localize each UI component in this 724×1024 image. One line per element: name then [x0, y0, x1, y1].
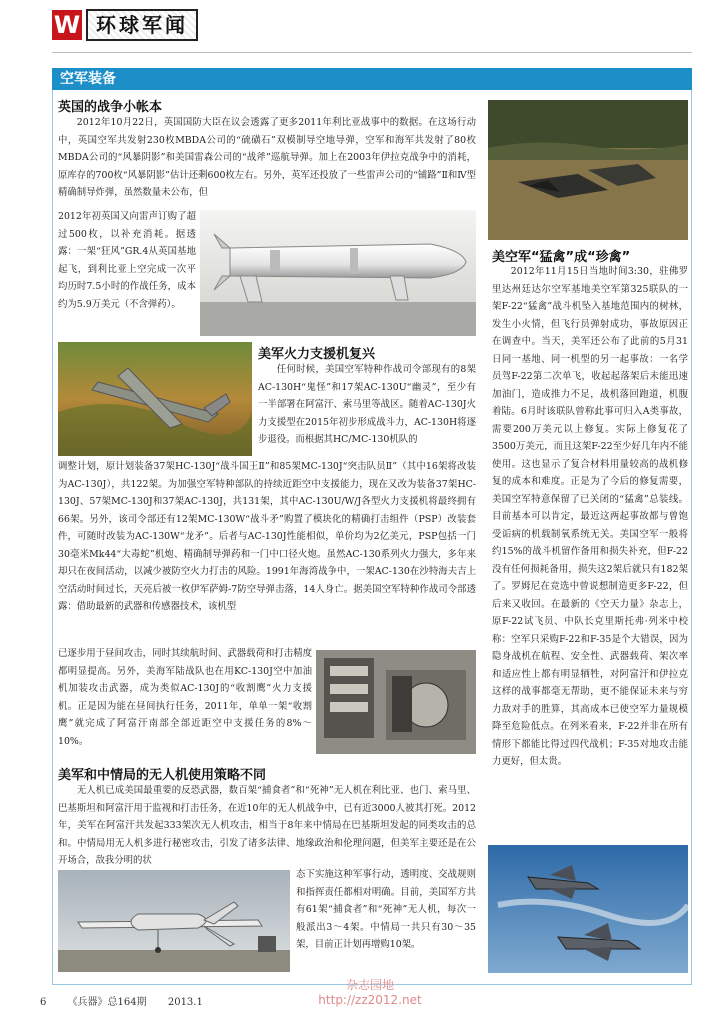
section-title: 空军装备 [52, 68, 692, 90]
article4-body: 2012年11月15日当地时间3:30，驻佛罗里达州廷达尔空军基地美空军第325联队的一架F-22“猛禽”战斗机坠入基地范围内的树林，发生小火情，但飞行员弹射成功，事故原因正在调查中。当天，美军还公布了此前的5月31日同一基地、同一机型的另一起事故：一名学员驾F-22第二次单飞，收起起落架后未能迅速加油门，造成推力不足，战机落回跑道，机腹着陆。6月时该联队曾称此事可归入A类事故，需要200万美元以上修复。实际上修复花了3500万美元，而且这架F-22至少好几年内不能使用。这也显示了复合材料用量较高的战机修复的成本和难度。正是为了今后的修复需要，美国空军特意保留了已关闭的“猛禽”总装线。目前基本可以肯定，最近这两起事故都与曾饱受诟病的机载制氧系统无关。美国空军一般将约15%的战斗机留作备用和损失补充，但F-22没有任何损耗备用，损失这2架后就只有182架了。罗姆尼在竞选中曾说想制造更多F-22，但后来又收回。在最新的《空天力量》杂志上，原F-22试飞员、中队长克里斯托弗·列米中校称：空军只采购F-22和F-35是个大错误，因为隐身战机在航程、安全性、武器载荷、架次率和适应性上都有明显牺牲，对阿富汗和伊拉克这样的战事都毫无帮助，更不能保证未来与穷力敌对手的胜算，其高成本已使空军力量规模降至危险低点。在列米看来，F-22并非在所有情形下都能比得过四代战机；F-35对地攻击能力更好，但太贵。 [492, 266, 688, 767]
column-title: 环球军闻 [86, 9, 198, 41]
header-divider [52, 52, 692, 53]
page-number: 6 [40, 997, 47, 1008]
article2-headline: 美军火力支援机复兴 [258, 347, 376, 362]
missile-photo [200, 210, 476, 336]
article2-body: 任何时候，美国空军特种作战司令部现有的8架AC-130H“鬼怪”和17架AC-130U“幽灵”，至少有一半部署在阿富汗、索马里等战区。随着AC-130J火力支援型在2015年初步形成战斗力，AC-130H将逐步退役。而根据其HC/MC-130机队的 [258, 364, 476, 445]
logo-letter: W [53, 11, 81, 39]
magazine-name: 《兵器》总164期 [67, 997, 147, 1008]
article2-body-end: 已逐步用于昼间攻击，同时其续航时间、武器载荷和打击精度都明显提高。另外，美海军陆战队也在用KC-130J空中加油机加装攻击武器，成为类似AC-130J的“收割鹰”火力支援机。正是因为能在昼间执行任务，2011年，单单一架“收割鹰”就完成了阿富汗南部全部近距空中支援任务的8%～10%。 [58, 648, 312, 747]
f22-flight-photo [488, 845, 688, 973]
article3-headline: 美军和中情局的无人机使用策略不同 [58, 768, 267, 783]
article2-body-continued: 调整计划，原计划装备37架HC-130J“战斗国王Ⅱ”和85架MC-130J“突击队员Ⅱ”（其中16架将改装为AC-130J），共122架。为加强空军特种部队的持续近距空中支援能力，现在又改为装备37架HC-130J、57架MC-130J和37架AC-130J，共131架，其中AC-130U/W/J各型火力支援机将最终拥有66架。另外，该司令部还有12架MC-130W“战斗矛”购置了模块化的精确打击组件（PSP）改装套件，可随时改装为AC-130W“龙矛”。后者与AC-130J性能相似，单价均为2亿美元，PSP包括一门30毫米Mk44“大毒蛇”机炮、精确制导弹药和一门中口径火炮。虽然AC-130系列火力强大，多年来却只在夜间活动，以减少被防空火力打击的风险。1991年海湾战争中，一架AC-130在沙特海夫吉上空活动时间过长，天亮后被一枚伊军萨姆-7防空导弹击落，14人身亡。据美国空军特种作战司令部透露：借助最新的武器和传感器技术，该机型 [58, 461, 476, 612]
article1-headline: 英国的战争小帐本 [58, 100, 163, 115]
watermark-title: 杂志园地 [345, 978, 394, 992]
article1-body-continued: 2012年初英国又向雷声订购了超过500枚，以补充消耗。据透露：一架“狂风”GR.4从英国基地起飞，到利比亚上空完成一次平均历时7.5小时的作战任务，成本约为5.9万美元（不含弹药）。 [58, 211, 196, 310]
watermark-url: http://zz2012.net [318, 993, 422, 1007]
article4-headline: 美空军“猛禽”成“珍禽” [492, 250, 631, 265]
article3-body: 无人机已成美国最重要的反恐武器，数百架“捕食者”和“死神”无人机在利比亚、也门、索马里、巴基斯坦和阿富汗用于监视和打击任务，在近10年的无人机战争中，已有近3000人被其打死。2012年，美军在阿富汗共发起333架次无人机攻击，相当于8年来中情局在巴基斯坦发起的同类攻击的总和。中情局用无人机多进行秘密攻击，引发了诸多法律、地缘政治和伦理问题，但美军主要还是在公开场合，敌我分明的状 [58, 785, 476, 866]
column-logo [52, 10, 198, 40]
gunship-interior-photo [316, 650, 476, 754]
f22-crash-photo [488, 100, 688, 240]
page-footer [40, 993, 221, 1008]
article1-body: 2012年10月22日，英国国防大臣在议会透露了更多2011年利比亚战事中的数据。在这场行动中，英国空军共发射230枚MBDA公司的“硫磺石”双模制导空地导弹，空军和海军共发射了80枚MBDA公司的“风暴阴影”和美国雷森公司的“战斧”巡航导弹。加上在2003年伊拉克战争中的消耗，原库存的700枚“风暴阴影”估计还剩600枚左右。另外，英军还投放了一些雷声公司的“铺路”Ⅱ和Ⅳ型精确制导炸弹，虽然数量未公布，但 [58, 117, 476, 198]
issue-date: 2013.1 [167, 997, 203, 1008]
drone-photo [58, 870, 290, 972]
article3-body-continued: 态下实施这种军事行动，透明度、交战规则和指挥责任都相对明确。目前，美国军方共有61架“捕食者”和“死神”无人机，每次一般派出3～4架。中情局一共只有30～35架，目前正计划再增购10架。 [296, 869, 476, 950]
watermark [300, 978, 440, 1008]
gunship-photo [58, 342, 252, 456]
